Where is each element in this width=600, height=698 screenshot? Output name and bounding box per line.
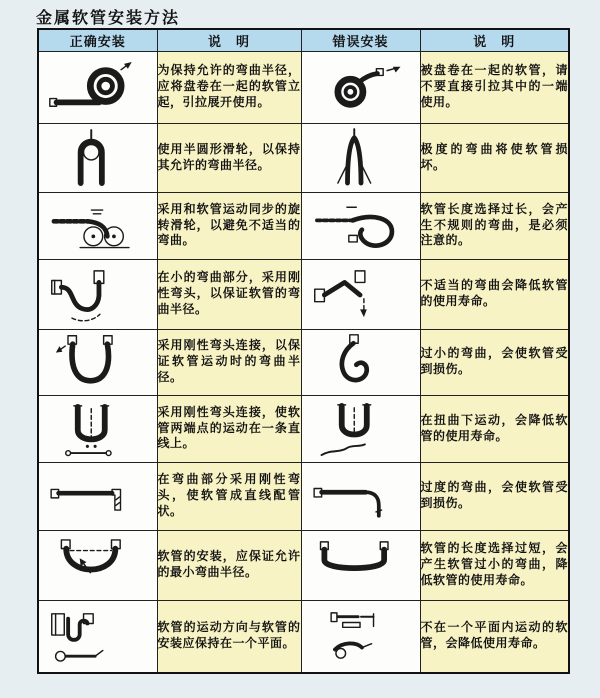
- improper-sharp-bend-hose-icon: [308, 263, 414, 325]
- wrong-illustration-cell: [301, 259, 420, 329]
- too-small-bend-hook-hose-icon: [308, 332, 414, 392]
- correct-illustration-cell: [38, 462, 157, 530]
- same-plane-motion-hose-icon: [45, 604, 151, 668]
- header-wrong-install: 错误安装: [301, 29, 420, 51]
- wrong-description: 在扭曲下运动，会降低软管的使用寿命。: [420, 395, 569, 462]
- table-row: [38, 600, 569, 673]
- header-correct-install: 正确安装: [38, 29, 157, 51]
- wrong-description: 软管的长度选择过短，会产生软管过小的弯曲，降低软管的使用寿命。: [420, 530, 569, 600]
- page-title: 金属软管安装方法: [36, 8, 181, 27]
- wrong-illustration-cell: [301, 192, 420, 259]
- correct-description: 采用刚性弯头连接，使软管两端点的运动在一条直线上。: [157, 395, 301, 462]
- correct-description: 为保持允许的弯曲半径，应将盘卷在一起的软管立起，引拉展开使用。: [157, 51, 301, 123]
- header-explanation-2: 说 明: [420, 29, 569, 51]
- correct-description: 在小的弯曲部分，采用刚性弯头，以保证软管的弯曲半径。: [157, 259, 301, 329]
- correct-illustration-cell: [38, 123, 157, 192]
- wrong-illustration-cell: [301, 51, 420, 123]
- correct-description: 在弯曲部分采用刚性弯头，使软管成直线配管状。: [157, 462, 301, 530]
- rigid-elbow-u-hose-icon: [45, 332, 151, 392]
- semicircular-pulley-hose-icon: [45, 127, 151, 189]
- correct-illustration-cell: [38, 530, 157, 600]
- wrong-description: 过小的弯曲，会使软管受到损伤。: [420, 329, 569, 395]
- correct-description: 软管的运动方向与软管的安装应保持在一个平面。: [157, 600, 301, 673]
- overlong-irregular-bend-hose-icon: [308, 196, 414, 256]
- correct-illustration-cell: [38, 192, 157, 259]
- wrong-illustration-cell: [301, 462, 420, 530]
- wrong-description: 过度的弯曲，会使软管受到损伤。: [420, 462, 569, 530]
- wrong-description: 极度的弯曲将使软管损坏。: [420, 123, 569, 192]
- minimum-bend-radius-u-hose-icon: [45, 534, 151, 596]
- table-row: [38, 395, 569, 462]
- header-row: [38, 29, 569, 51]
- wrong-description: 软管长度选择过长，会产生不规则的弯曲，是必须注意的。: [420, 192, 569, 259]
- table-row: [38, 51, 569, 123]
- overbent-end-hose-icon: [308, 466, 414, 526]
- synchronized-rotating-pulley-icon: [45, 196, 151, 256]
- correct-description: 采用和软管运动同步的旋转滑轮，以避免不适当的弯曲。: [157, 192, 301, 259]
- out-of-plane-motion-hose-icon: [308, 604, 414, 668]
- wrong-description: 被盘卷在一起的软管，请不要直接引拉其中的一端使用。: [420, 51, 569, 123]
- correct-description: 使用半圆形滑轮，以保持其允许的弯曲半径。: [157, 123, 301, 192]
- correct-illustration-cell: [38, 329, 157, 395]
- too-short-flat-u-hose-icon: [308, 534, 414, 596]
- wrong-illustration-cell: [301, 329, 420, 395]
- installation-table: [37, 28, 570, 674]
- extreme-bend-hose-icon: [308, 127, 414, 189]
- table-row: [38, 530, 569, 600]
- wrong-description: 不在一个平面内运动的软管，会降低使用寿命。: [420, 600, 569, 673]
- header-explanation-1: 说 明: [157, 29, 301, 51]
- twisted-u-hose-icon: [308, 398, 414, 460]
- wrong-illustration-cell: [301, 530, 420, 600]
- correct-description: 采用刚性弯头连接，以保证软管运动时的弯曲半径。: [157, 329, 301, 395]
- table-row: [38, 123, 569, 192]
- rigid-elbow-small-bend-hose-icon: [45, 263, 151, 325]
- table-row: [38, 192, 569, 259]
- wrong-illustration-cell: [301, 123, 420, 192]
- table-row: [38, 329, 569, 395]
- straight-pipe-rigid-elbow-icon: [45, 466, 151, 526]
- wrong-description: 不适当的弯曲会降低软管的使用寿命。: [420, 259, 569, 329]
- wrong-illustration-cell: [301, 600, 420, 673]
- correct-illustration-cell: [38, 259, 157, 329]
- correct-illustration-cell: [38, 395, 157, 462]
- correct-illustration-cell: [38, 51, 157, 123]
- standing-coil-hose-icon: [45, 56, 151, 118]
- inline-endpoints-u-hose-icon: [45, 398, 151, 460]
- correct-description: 软管的安装，应保证允许的最小弯曲半径。: [157, 530, 301, 600]
- table-row: [38, 259, 569, 329]
- table-row: [38, 462, 569, 530]
- wrong-illustration-cell: [301, 395, 420, 462]
- pulled-coil-hose-icon: [308, 56, 414, 118]
- correct-illustration-cell: [38, 600, 157, 673]
